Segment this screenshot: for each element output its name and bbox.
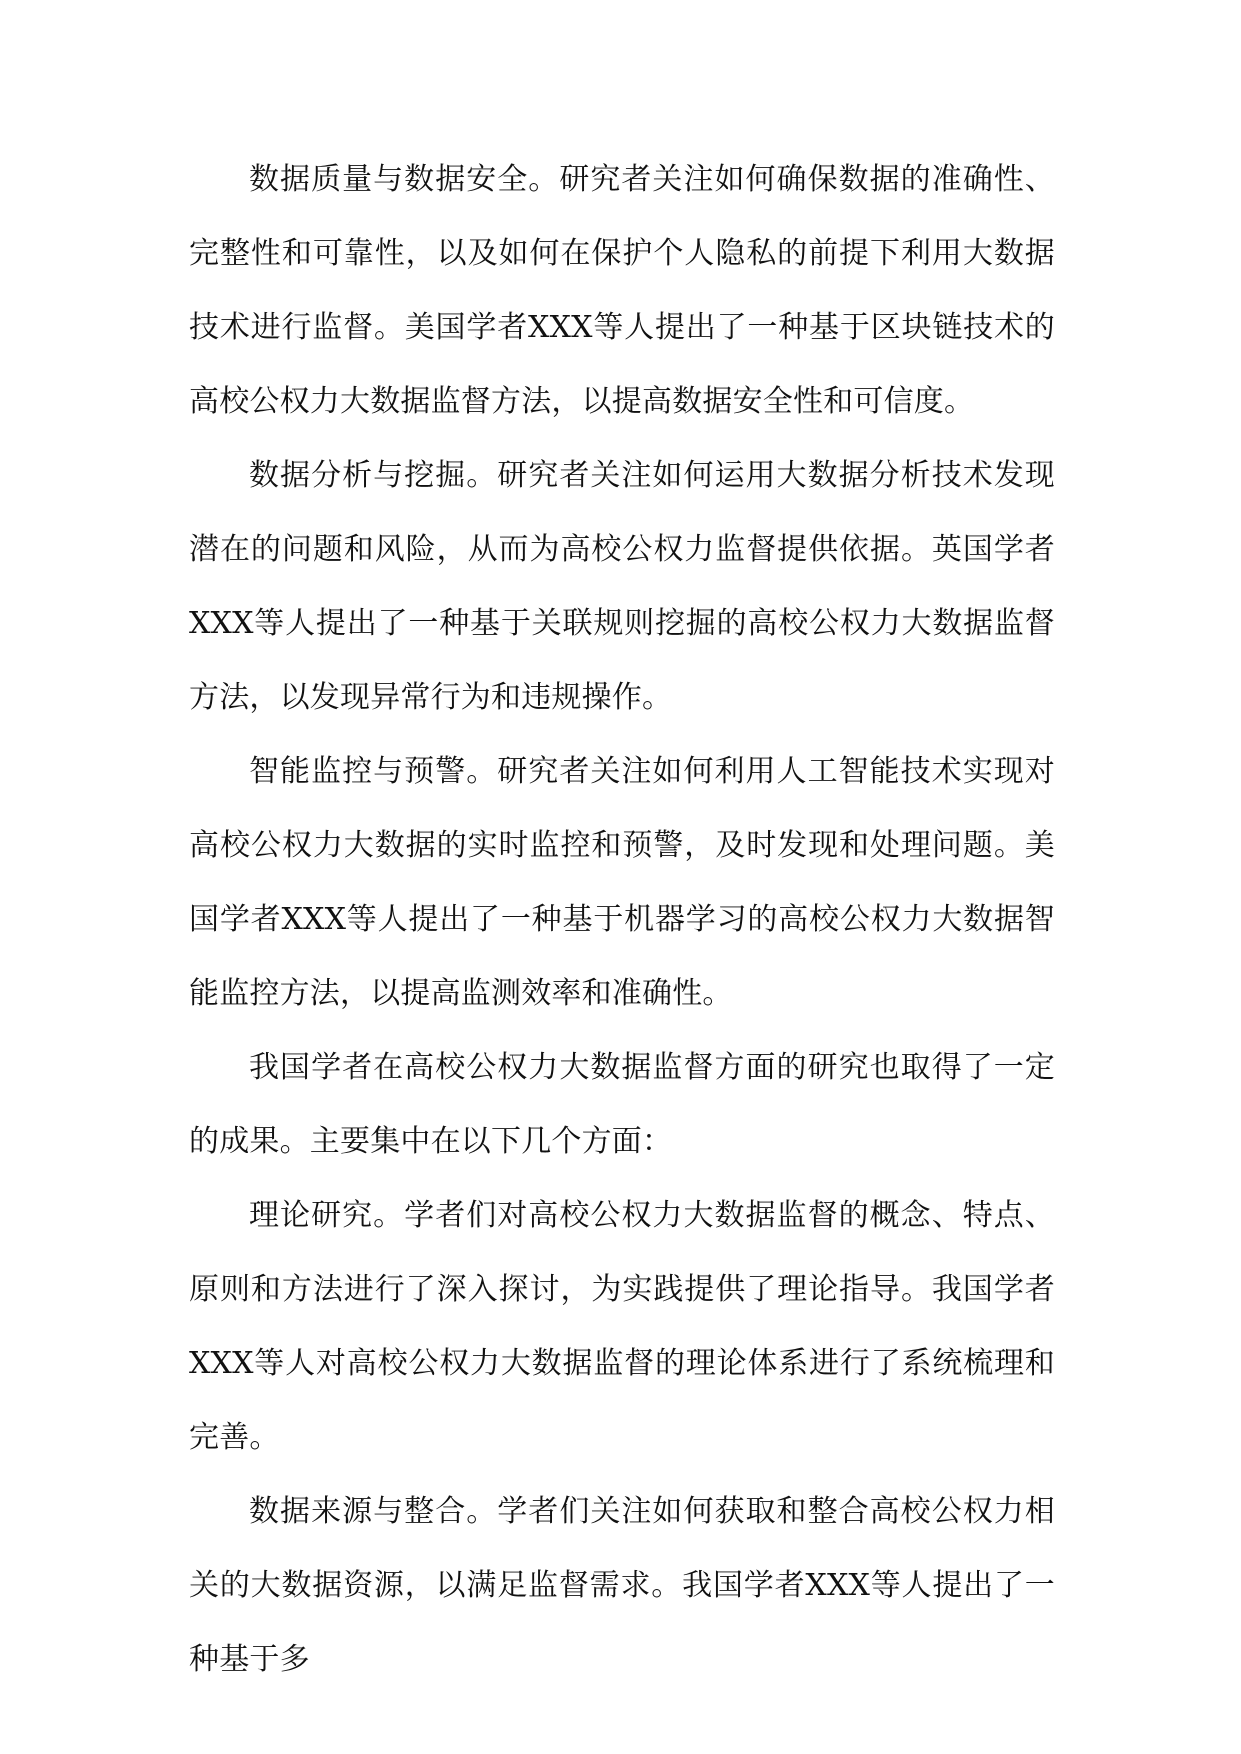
paragraph-theory-research: 理论研究。学者们对高校公权力大数据监督的概念、特点、原则和方法进行了深入探讨，为实践提供了理论指导。我国学者XXX等人对高校公权力大数据监督的理论体系进行了系统梳理和完善。 [189, 1198, 1055, 1455]
paragraph-data-mining: 数据分析与挖掘。研究者关注如何运用大数据分析技术发现潜在的问题和风险，从而为高校公权力监督提供依据。英国学者XXX等人提出了一种基于关联规则挖掘的高校公权力大数据监督方法，以发现异常行为和违规操作。 [189, 458, 1055, 715]
paragraph-domestic-research: 我国学者在高校公权力大数据监督方面的研究也取得了一定的成果。主要集中在以下几个方面： [189, 1050, 1055, 1159]
paragraph-smart-monitoring: 智能监控与预警。研究者关注如何利用人工智能技术实现对高校公权力大数据的实时监控和预警，及时发现和处理问题。美国学者XXX等人提出了一种基于机器学习的高校公权力大数据智能监控方法，以提高监测效率和准确性。 [189, 754, 1055, 1011]
paragraph-data-source: 数据来源与整合。学者们关注如何获取和整合高校公权力相关的大数据资源，以满足监督需求。我国学者XXX等人提出了一种基于多 [189, 1494, 1055, 1677]
document-body [189, 143, 1055, 1697]
paragraph-data-quality: 数据质量与数据安全。研究者关注如何确保数据的准确性、完整性和可靠性，以及如何在保护个人隐私的前提下利用大数据技术进行监督。美国学者XXX等人提出了一种基于区块链技术的高校公权力大数据监督方法，以提高数据安全性和可信度。 [189, 162, 1055, 419]
